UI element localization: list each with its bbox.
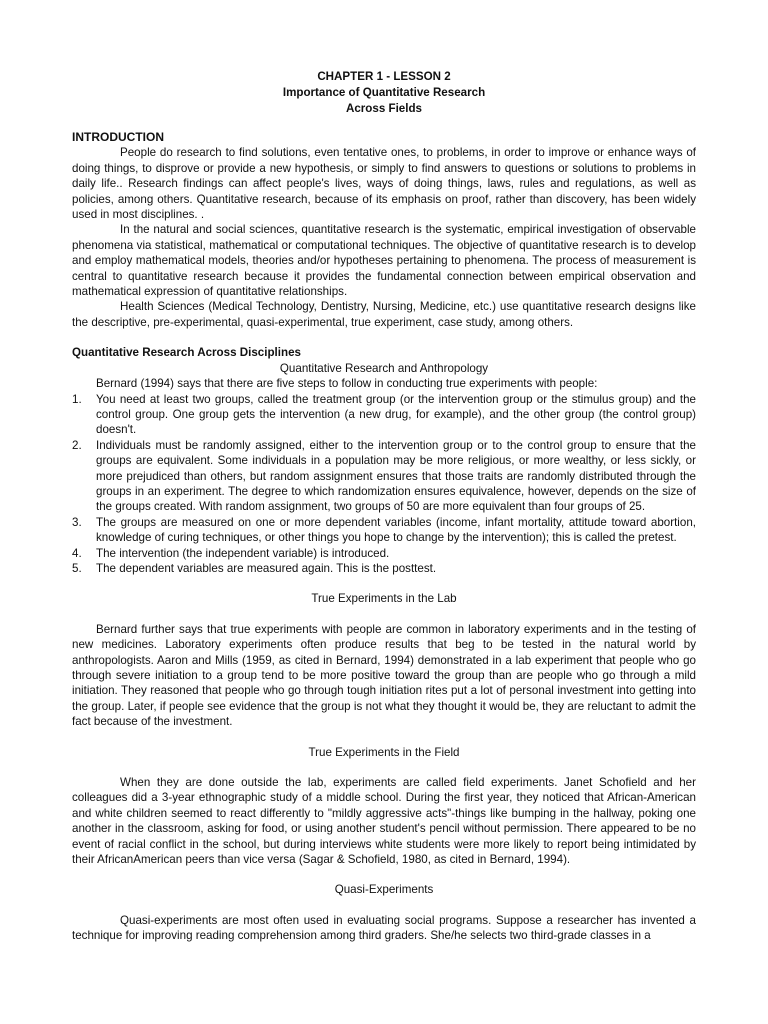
disciplines-heading: Quantitative Research Across Disciplines xyxy=(72,346,301,360)
quasi-paragraph: Quasi-experiments are most often used in evaluating social programs. Suppose a researcher has invented a technique for improving reading comprehension among third graders. She/he selects two third-grade classes in a xyxy=(72,913,696,943)
quasi-section-title: Quasi-Experiments xyxy=(334,883,434,897)
intro-paragraph-2: In the natural and social sciences, quantitative research is the systematic, empirical investigation of observable phenomena via statistical, mathematical or computational techniques. The objective of quantitative research is to develop and employ mathematical models, theories and/or hypotheses pertaining to phenomena. The process of measurement is central to quantitative research because it provides the fundamental connection between empirical observation and mathematical expression of quantitative relationships. xyxy=(72,223,696,299)
lesson-title: Importance of Quantitative Research xyxy=(282,86,486,99)
lab-section-title: True Experiments in the Lab xyxy=(311,592,457,606)
list-item: 5. The dependent variables are measured again. This is the posttest. xyxy=(72,561,437,575)
anthropology-subheading: Quantitative Research and Anthropology xyxy=(279,361,489,375)
intro-paragraph-1: People do research to find solutions, even tentative ones, to problems, in order to improve or enhance ways of doing things, to disprove or provide a new hypothesis, or simply to find answers to questions or solutions to problems in daily life.. Research findings can affect people's lives, ways of doing things, laws, rules and regulations, as well as policies, among others. Quantitative research, because of its emphasis on proof, rather than discovery, has been widely used in most disciplines. . xyxy=(72,146,696,222)
list-item: 1. You need at least two groups, called the treatment group (or the intervention group or the stimulus group) and the control group. One group gets the intervention (a new drug, for example), and the other group (the control group) doesn't. xyxy=(72,392,696,437)
chapter-title: CHAPTER 1 - LESSON 2 xyxy=(317,70,451,83)
document-page xyxy=(72,69,696,944)
list-item: 2. Individuals must be randomly assigned, either to the intervention group or to the control group to ensure that the groups are equivalent. Some individuals in a population may be more religious, or more wealthy, or less sickly, or more prejudiced than others, but random assignment ensures that those traits are randomly distributed through the groups in an experiment. The degree to which randomization ensures equivalence, however, depends on the size of the groups created. With random assignment, two groups of 50 are more equivalent than four groups of 25. xyxy=(72,438,696,514)
introduction-heading: INTRODUCTION xyxy=(72,130,164,144)
chapter-title-block xyxy=(72,69,696,117)
field-section-title: True Experiments in the Field xyxy=(308,745,460,759)
lesson-subtitle: Across Fields xyxy=(345,102,423,115)
list-item: 4. The intervention (the independent variable) is introduced. xyxy=(72,546,390,560)
experiment-steps-list xyxy=(72,392,696,577)
field-paragraph: When they are done outside the lab, experiments are called field experiments. Janet Schofield and her colleagues did a 3-year ethnographic study of a middle school. During the first year, they noticed that African-American and white children seemed to react differently to "mildly aggressive acts"-things like bumping in the hallway, poking one another in the classroom, asking for food, or using another student's pencil without permission. There appeared to be no event of racial conflict in the school, but during interviews white students were more likely to report being intimidated by their AfricanAmerican peers than vice versa (Sagar & Schofield, 1980, as cited in Bernard, 1994). xyxy=(72,776,696,867)
list-item: 3. The groups are measured on one or more dependent variables (income, infant mortality, attitude toward abortion, knowledge of curing techniques, or other things you hope to change by the intervention); this is called the pretest. xyxy=(72,515,696,545)
lab-paragraph: Bernard further says that true experiments with people are common in laboratory experiments and in the testing of new medicines. Laboratory experiments often produce results that beg to be tested in the natural world by anthropologists. Aaron and Mills (1959, as cited in Bernard, 1994) demonstrated in a lab experiment that people who go through severe initiation to a group tend to be more positive toward the group than are people who go through a mild initiation. They reasoned that people who go through tough initiation rites put a lot of personal investment into getting into the group. Later, if people see evidence that the group is not what they thought it would be, they are reluctant to admit the fact because of the investment. xyxy=(72,622,696,729)
bernard-intro: Bernard (1994) says that there are five steps to follow in conducting true experiments with people: xyxy=(96,377,598,391)
intro-paragraph-3: Health Sciences (Medical Technology, Dentistry, Nursing, Medicine, etc.) use quantitative research designs like the descriptive, pre-experimental, quasi-experimental, true experiment, case study, among others. xyxy=(72,300,696,329)
